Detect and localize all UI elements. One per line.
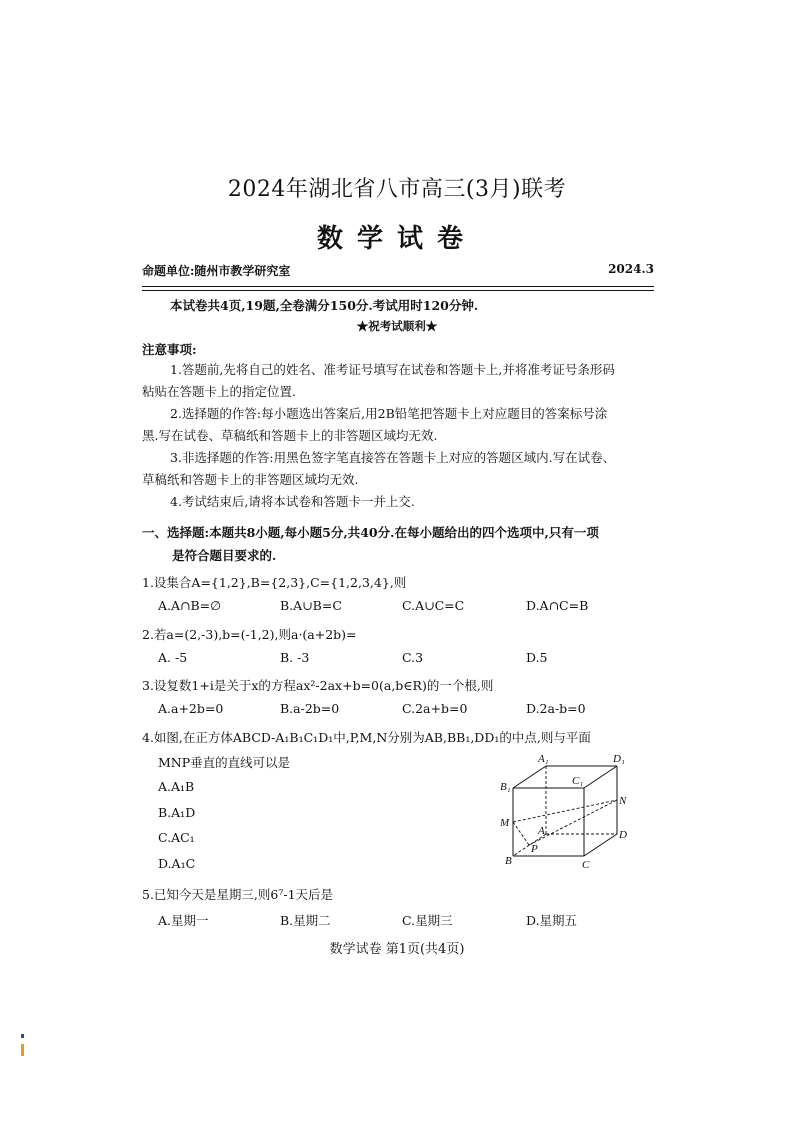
- note-line: 2.选择题的作答:每小题选出答案后,用2B铅笔把答题卡上对应题目的答案标号涂: [170, 406, 608, 421]
- option-a: A. -5: [158, 650, 188, 665]
- notes-heading: 注意事项:: [142, 342, 197, 357]
- issuer-row: [142, 262, 654, 282]
- edge-d-c: [584, 834, 617, 856]
- question-5-options: [158, 911, 658, 929]
- option-b: B. -3: [280, 650, 310, 665]
- note-line: 草稿纸和答题卡上的非答题区域均无效.: [142, 472, 359, 487]
- exam-subtitle: 数学试卷: [316, 224, 477, 254]
- segment-p-n: [529, 800, 617, 845]
- margin-mark-orange: [21, 1044, 24, 1056]
- question-2-options: [158, 650, 658, 668]
- label-m: M: [500, 817, 510, 829]
- option-c: C.AC₁: [158, 830, 195, 845]
- note-line: 黑.写在试卷、草稿纸和答题卡上的非答题区域均无效.: [142, 428, 438, 443]
- option-d: D.5: [526, 650, 548, 665]
- page-footer: 数学试卷 第1页(共4页): [329, 942, 465, 957]
- header-rule-thick: [142, 286, 654, 287]
- option-b: B.a-2b=0: [280, 701, 340, 716]
- question-5-stem: 5.已知今天是星期三,则6⁷-1天后是: [142, 887, 334, 902]
- note-line: 4.考试结束后,请将本试卷和答题卡一并上交.: [170, 494, 415, 509]
- option-d: D.A₁C: [158, 856, 196, 871]
- exam-summary: 本试卷共4页,19题,全卷满分150分.考试用时120分钟.: [170, 298, 479, 313]
- option-c: C.2a+b=0: [402, 701, 468, 716]
- margin-mark-blue: [21, 1034, 24, 1038]
- edge-b1-a1: [513, 766, 546, 788]
- option-b: B.A∪B=C: [280, 598, 342, 613]
- option-a: A.星期一: [158, 913, 209, 928]
- section-heading: 一、选择题:本题共8小题,每小题5分,共40分.在每小题给出的四个选项中,只有一项: [142, 525, 599, 540]
- label-a: A: [538, 825, 545, 837]
- option-d: D.A∩C=B: [526, 598, 589, 613]
- option-c: C.A∪C=C: [402, 598, 465, 613]
- header-rule-thin: [142, 290, 654, 291]
- question-2-stem: 2.若a=(2,-3),b=(-1,2),则a·(a+2b)=: [142, 627, 357, 642]
- edge-d1-c1: [584, 766, 617, 788]
- option-a: A.A₁B: [158, 779, 195, 794]
- note-line: 粘贴在答题卡上的指定位置.: [142, 384, 296, 399]
- note-line: 3.非选择题的作答:用黑色签字笔直接答在答题卡上对应的答题区域内.写在试卷、: [170, 450, 616, 465]
- option-b: B.星期二: [280, 913, 331, 928]
- label-d1: D₁: [613, 753, 625, 765]
- section-heading-cont: 是符合题目要求的.: [172, 548, 277, 563]
- option-a: A.A∩B=∅: [158, 598, 222, 613]
- question-1-stem: 1.设集合A={1,2},B={2,3},C={1,2,3,4},则: [142, 575, 407, 590]
- label-n: N: [619, 795, 627, 807]
- option-d: D.2a-b=0: [526, 701, 586, 716]
- question-3-options: [158, 701, 658, 719]
- label-c1: C₁: [572, 775, 584, 787]
- cube-figure: [498, 748, 638, 870]
- segment-m-n: [513, 800, 617, 822]
- label-b: B: [505, 855, 512, 867]
- label-a1: A₁: [538, 753, 549, 765]
- option-c: C.3: [402, 650, 424, 665]
- exam-date: 2024.3: [608, 262, 654, 276]
- label-d: D: [619, 829, 627, 841]
- question-4-stem: 4.如图,在正方体ABCD-A₁B₁C₁D₁中,P,M,N分别为AB,BB₁,DD₁的中点,则与平面: [142, 730, 591, 745]
- issuer-unit: 命题单位:随州市教学研究室: [142, 264, 291, 278]
- option-c: C.星期三: [402, 913, 453, 928]
- option-d: D.星期五: [526, 913, 578, 928]
- question-1-options: [158, 598, 658, 616]
- option-b: B.A₁D: [158, 805, 196, 820]
- option-a: A.a+2b=0: [158, 701, 224, 716]
- label-p: P: [531, 843, 538, 855]
- exam-title: 2024年湖北省八市高三(3月)联考: [227, 177, 567, 202]
- label-b1: B₁: [500, 781, 511, 793]
- note-line: 1.答题前,先将自己的姓名、准考证号填写在试卷和答题卡上,并将准考证号条形码: [170, 362, 615, 377]
- good-luck-note: ★祝考试顺利★: [356, 319, 438, 333]
- label-c: C: [582, 859, 590, 870]
- question-4-stem-cont: MNP垂直的直线可以是: [158, 755, 291, 770]
- segment-m-p: [513, 822, 529, 845]
- question-3-stem: 3.设复数1+i是关于x的方程ax²-2ax+b=0(a,b∈R)的一个根,则: [142, 678, 494, 693]
